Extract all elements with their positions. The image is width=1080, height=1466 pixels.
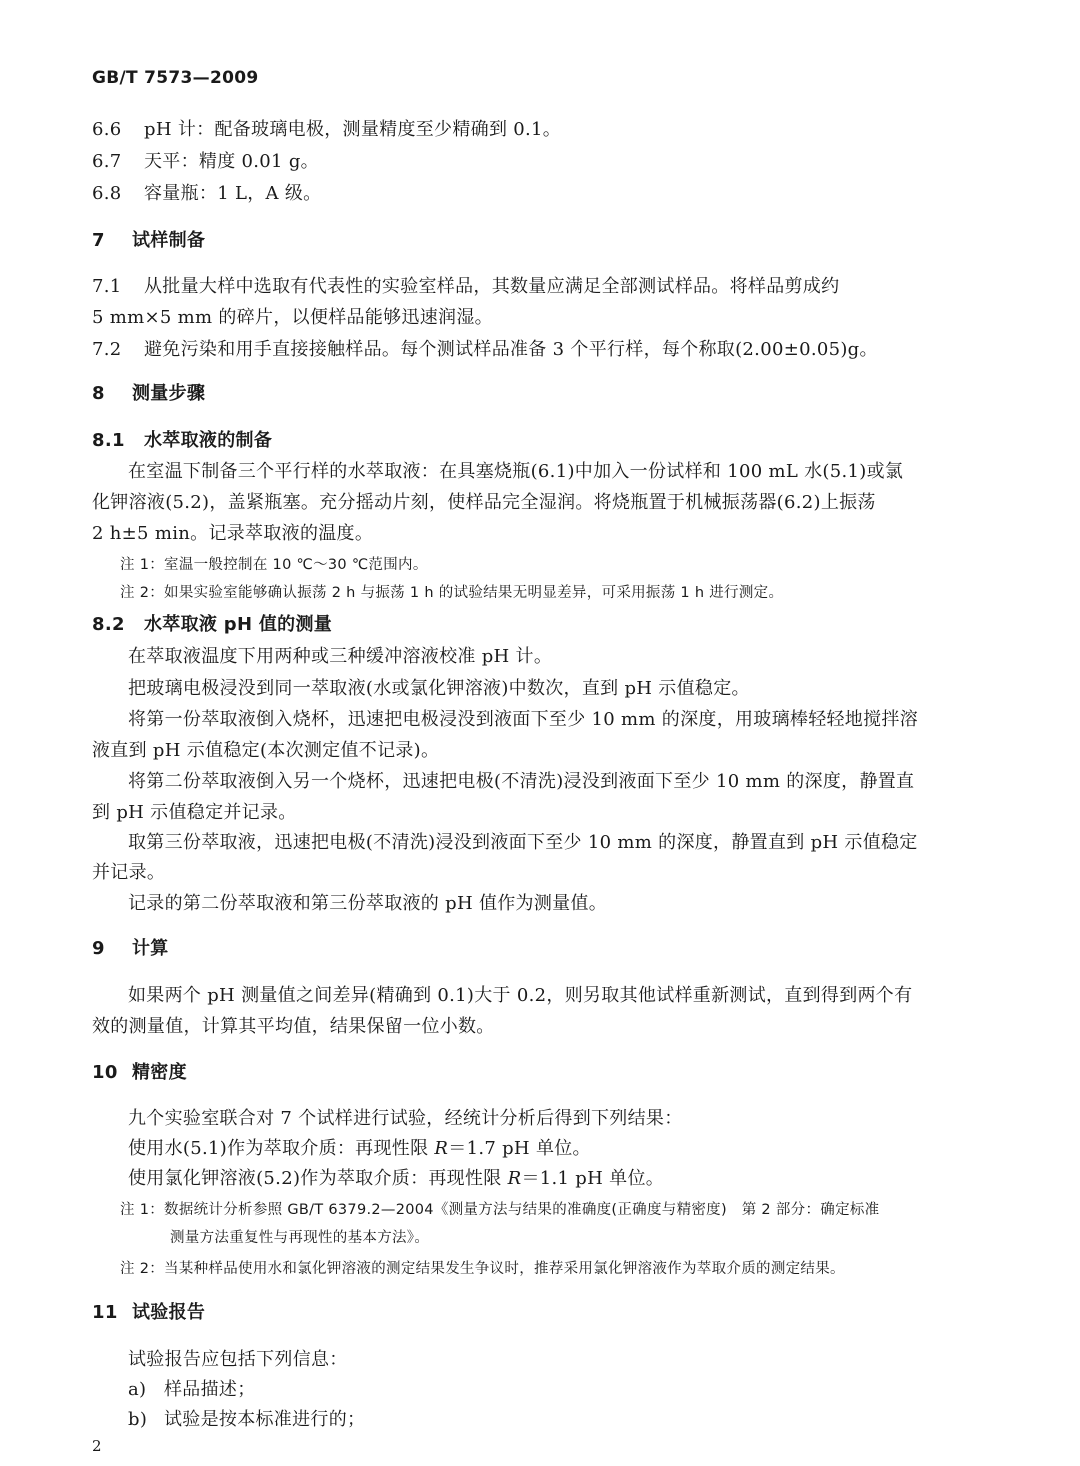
section-title: 精密度 (132, 1062, 187, 1083)
para-8-2-d-line-1: 将第二份萃取液倒入另一个烧杯，迅速把电极(不清洗)浸没到液面下至少 10 mm 的深度，静置直 (128, 771, 915, 792)
item-6-6 (92, 118, 561, 142)
note-10-1-line-1: 注 1：数据统计分析参照 GB/T 6379.2—2004《测量方法与结果的准确度(正确度与精密度) 第 2 部分：确定标准 (120, 1202, 880, 1218)
list-label: b) (128, 1409, 148, 1430)
list-item-a (128, 1378, 256, 1402)
section-11-heading (92, 1301, 205, 1325)
subsection-8-1-heading (92, 429, 272, 453)
section-title: 计算 (132, 938, 169, 959)
section-number: 10 (92, 1062, 118, 1083)
subsection-number: 8.1 (92, 430, 125, 451)
note-8-1-2: 注 2：如果实验室能够确认振荡 2 h 与振荡 1 h 的试验结果无明显差异，可采用振荡 1 h 进行测定。 (120, 585, 784, 601)
item-number: 6.8 (92, 183, 122, 204)
clause-text: 从批量大样中选取有代表性的实验室样品，其数量应满足全部测试样品。将样品剪成约 (144, 276, 840, 297)
list-text: 样品描述； (164, 1379, 256, 1400)
para-10-b (128, 1137, 591, 1161)
section-10-heading (92, 1061, 187, 1085)
variable-r: R (434, 1138, 449, 1159)
para-8-1-line-3: 2 h±5 min。记录萃取液的温度。 (92, 523, 374, 544)
para-text: 使用氯化钾溶液(5.2)作为萃取介质：再现性限 (128, 1168, 508, 1189)
para-9-line-1: 如果两个 pH 测量值之间差异(精确到 0.1)大于 0.2，则另取其他试样重新测试，直到得到两个有 (128, 985, 913, 1006)
standard-code-header: GB/T 7573—2009 (92, 68, 259, 88)
para-8-1-line-2: 化钾溶液(5.2)，盖紧瓶塞。充分摇动片刻，使样品完全湿润。将烧瓶置于机械振荡器(6.2)上振荡 (92, 492, 876, 513)
page-number: 2 (92, 1437, 102, 1455)
para-8-2-b: 把玻璃电极浸没到同一萃取液(水或氯化钾溶液)中数次，直到 pH 示值稳定。 (128, 678, 750, 699)
para-10-c (128, 1167, 664, 1191)
section-number: 7 (92, 230, 105, 251)
section-title: 试验报告 (132, 1302, 206, 1323)
item-6-8 (92, 182, 321, 206)
para-8-2-f: 记录的第二份萃取液和第三份萃取液的 pH 值作为测量值。 (128, 893, 608, 914)
para-8-1-line-1: 在室温下制备三个平行样的水萃取液：在具塞烧瓶(6.1)中加入一份试样和 100 mL 水(5.1)或氯 (128, 461, 904, 482)
section-number: 11 (92, 1302, 118, 1323)
clause-7-1-line-2: 5 mm×5 mm 的碎片，以便样品能够迅速润湿。 (92, 307, 493, 328)
clause-text: 避免污染和用手直接接触样品。每个测试样品准备 3 个平行样，每个称取(2.00±0.05)g。 (144, 339, 878, 360)
section-title: 测量步骤 (132, 383, 206, 404)
subsection-title: 水萃取液 pH 值的测量 (144, 614, 333, 635)
para-text: ＝1.1 pH 单位。 (521, 1168, 665, 1189)
section-8-heading (92, 382, 205, 406)
subsection-title: 水萃取液的制备 (144, 430, 273, 451)
para-text: 使用水(5.1)作为萃取介质：再现性限 (128, 1138, 435, 1159)
subsection-8-2-heading (92, 613, 332, 637)
list-text: 试验是按本标准进行的； (164, 1409, 366, 1430)
section-9-heading (92, 937, 169, 961)
para-text: ＝1.7 pH 单位。 (448, 1138, 591, 1159)
para-8-2-c-line-2: 液直到 pH 示值稳定(本次测定值不记录)。 (92, 740, 440, 761)
note-10-1-line-2: 测量方法重复性与再现性的基本方法》。 (170, 1230, 430, 1246)
list-label: a) (128, 1379, 147, 1400)
clause-number: 7.2 (92, 339, 122, 360)
clause-number: 7.1 (92, 276, 122, 297)
para-8-2-c-line-1: 将第一份萃取液倒入烧杯，迅速把电极浸没到液面下至少 10 mm 的深度，用玻璃棒轻轻地搅拌溶 (128, 709, 919, 730)
item-number: 6.6 (92, 119, 122, 140)
subsection-number: 8.2 (92, 614, 125, 635)
para-11-intro: 试验报告应包括下列信息： (128, 1349, 348, 1370)
section-number: 9 (92, 938, 105, 959)
item-text: 天平：精度 0.01 g。 (144, 151, 319, 172)
item-number: 6.7 (92, 151, 122, 172)
list-item-b (128, 1408, 365, 1432)
note-10-2: 注 2：当某种样品使用水和氯化钾溶液的测定结果发生争议时，推荐采用氯化钾溶液作为萃取介质的测定结果。 (120, 1261, 845, 1277)
section-number: 8 (92, 383, 105, 404)
para-10-a: 九个实验室联合对 7 个试样进行试验，经统计分析后得到下列结果： (128, 1108, 683, 1129)
clause-7-1-line-1 (92, 275, 839, 299)
para-8-2-e-line-2: 并记录。 (92, 862, 166, 883)
item-text: pH 计：配备玻璃电极，测量精度至少精确到 0.1。 (144, 119, 562, 140)
variable-r: R (507, 1168, 522, 1189)
para-9-line-2: 效的测量值，计算其平均值，结果保留一位小数。 (92, 1016, 495, 1037)
section-7-heading (92, 229, 205, 253)
section-title: 试样制备 (132, 230, 206, 251)
para-8-2-d-line-2: 到 pH 示值稳定并记录。 (92, 802, 297, 823)
para-8-2-e-line-1: 取第三份萃取液，迅速把电极(不清洗)浸没到液面下至少 10 mm 的深度，静置直到 pH 示值稳定 (128, 832, 918, 853)
item-text: 容量瓶：1 L，A 级。 (144, 183, 322, 204)
item-6-7 (92, 150, 319, 174)
clause-7-2 (92, 338, 878, 362)
para-8-2-a: 在萃取液温度下用两种或三种缓冲溶液校准 pH 计。 (128, 646, 553, 667)
note-8-1-1: 注 1：室温一般控制在 10 ℃～30 ℃范围内。 (120, 557, 428, 573)
